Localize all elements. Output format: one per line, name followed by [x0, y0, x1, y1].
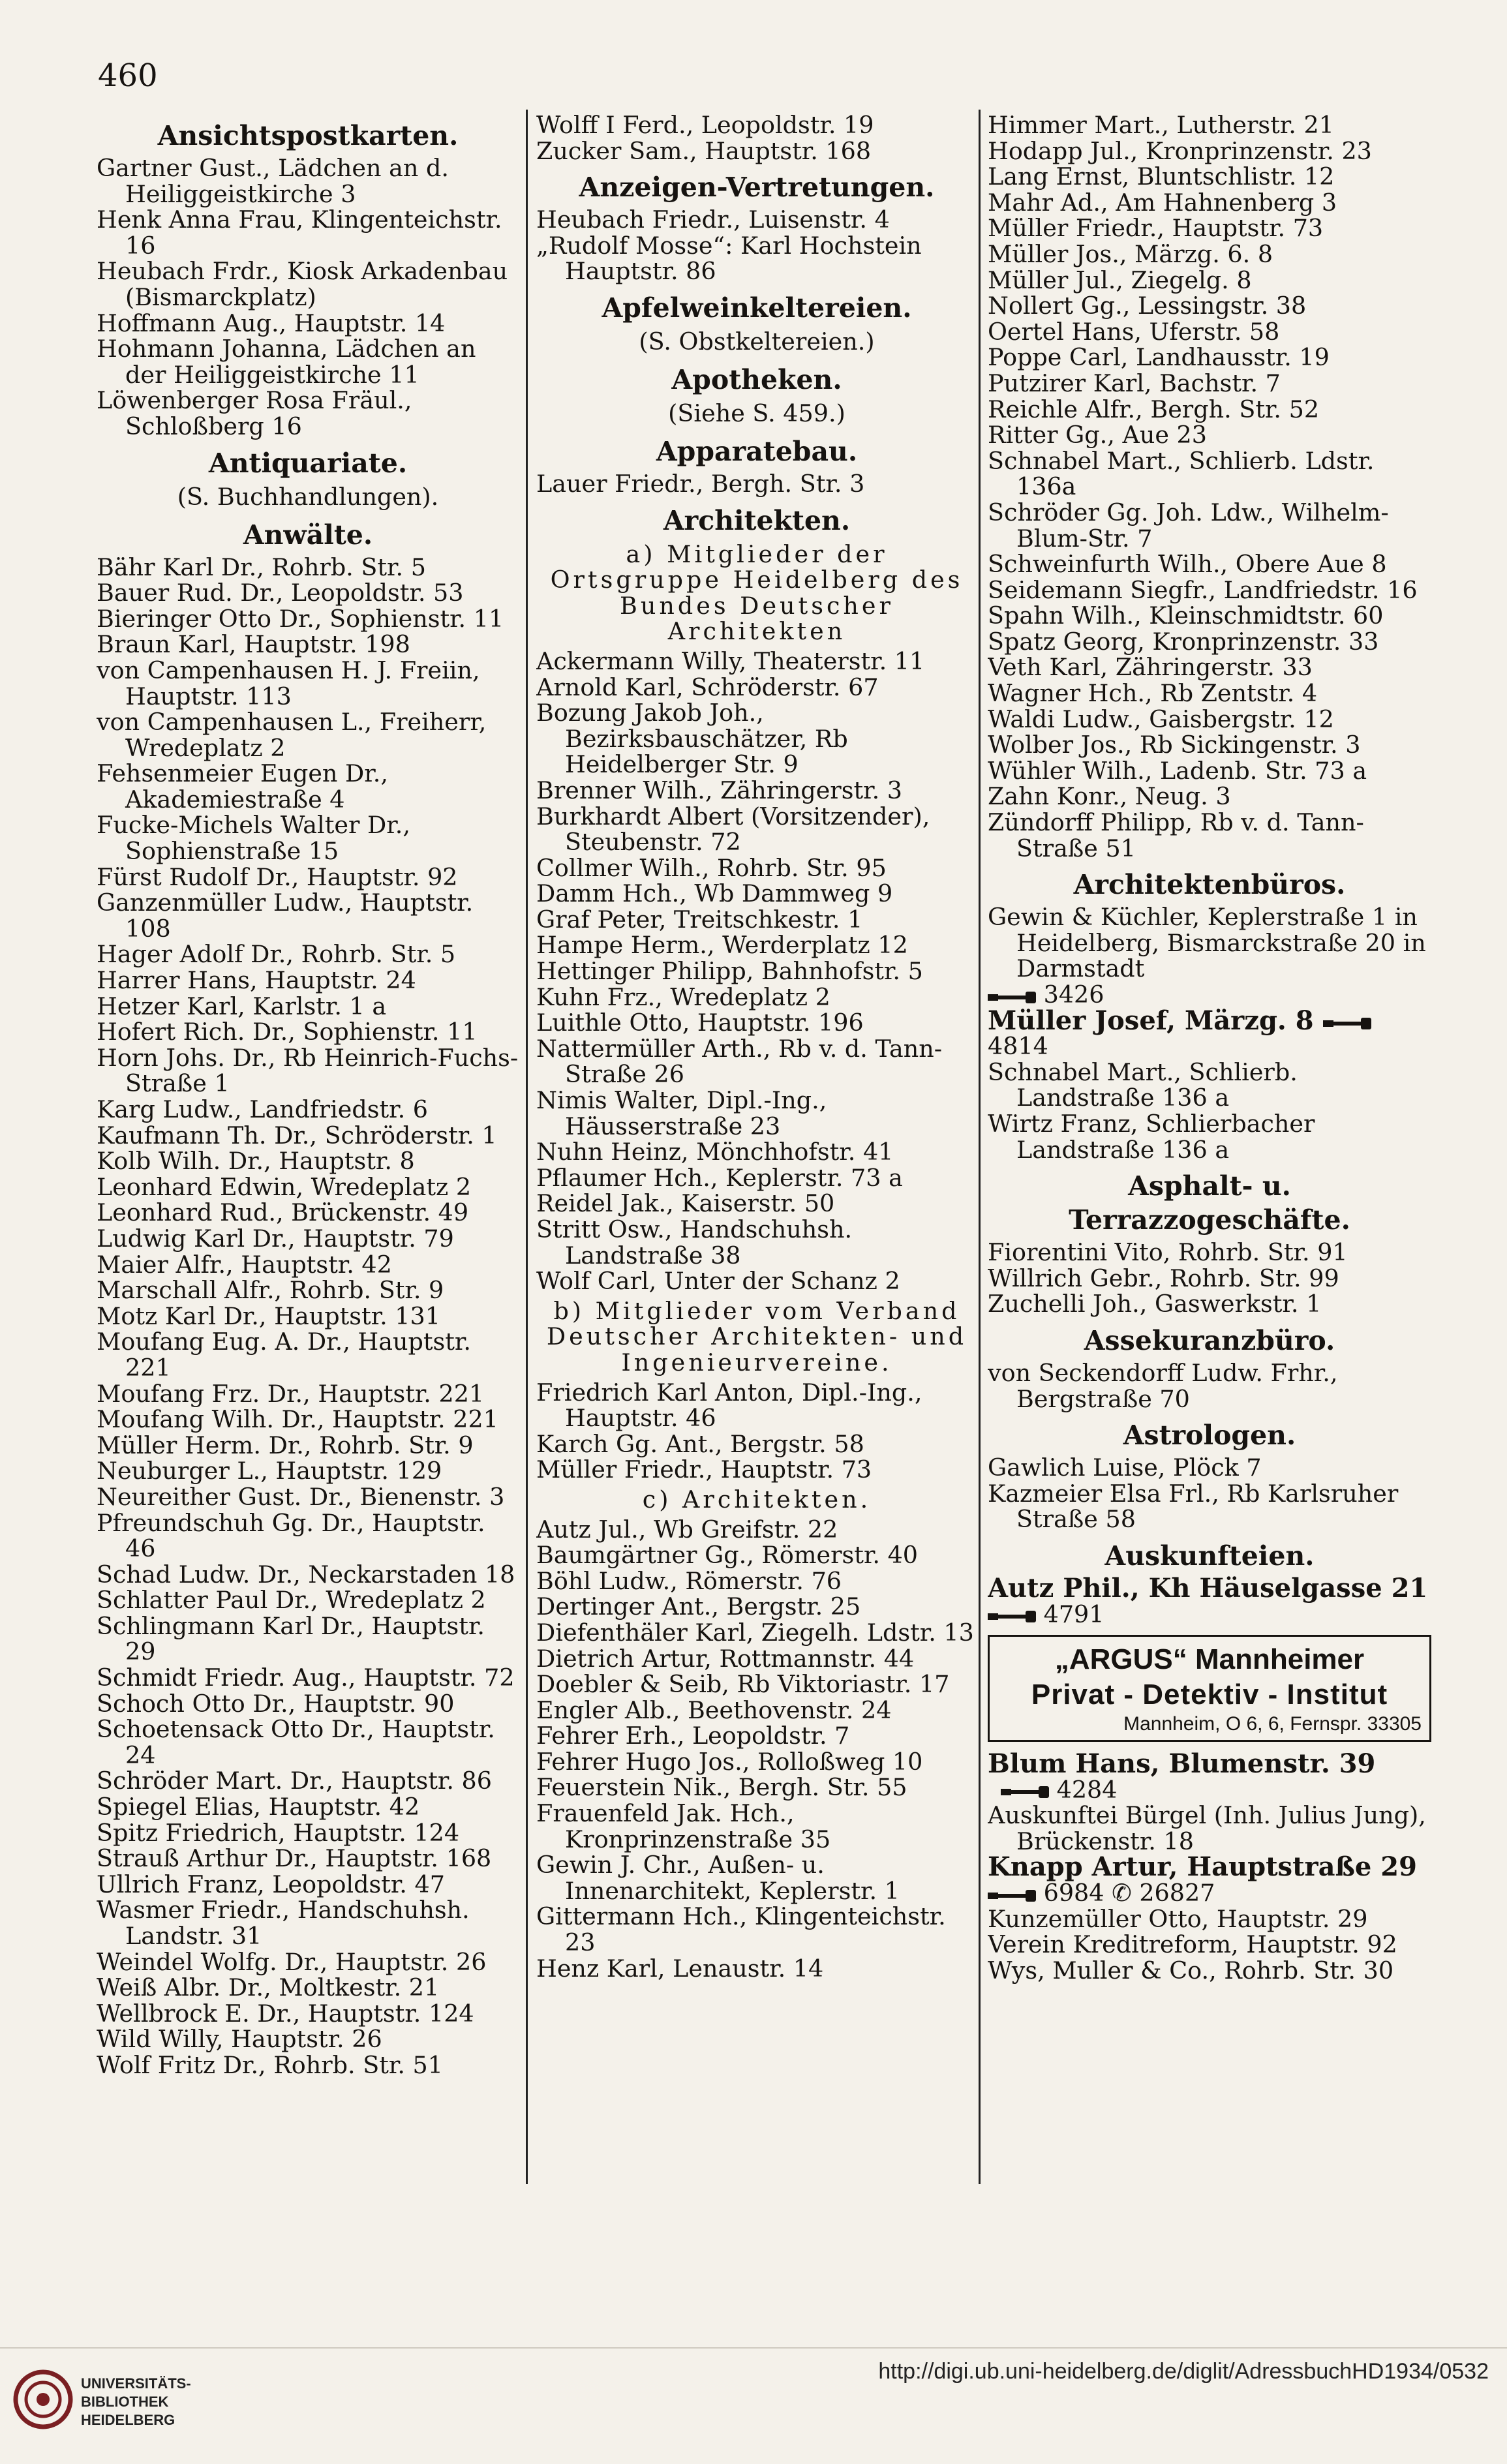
- phone-number: 4284: [1056, 1775, 1118, 1804]
- directory-entry: Diefenthäler Karl, Ziegelh. Ldstr. 13: [536, 1618, 974, 1647]
- directory-entry: Braun Karl, Hauptstr. 198: [97, 630, 410, 659]
- directory-entry: Bähr Karl Dr., Rohrb. Str. 5: [97, 553, 426, 581]
- directory-entry: Karch Gg. Ant., Bergstr. 58: [536, 1429, 864, 1458]
- directory-entry: Schoch Otto Dr., Hauptstr. 90: [97, 1689, 455, 1718]
- directory-column-1: [97, 112, 519, 2187]
- phone-number-2: 26827: [1139, 1879, 1215, 1908]
- directory-entry: Henk Anna Frau, Klingenteichstr. 16: [97, 205, 502, 260]
- directory-entry: Hofert Rich. Dr., Sophienstr. 11: [97, 1018, 478, 1046]
- directory-entry: Auskunftei Bürgel (Inh. Julius Jung), Brückenstr. 18: [988, 1801, 1426, 1855]
- argus-advertisement: [988, 1635, 1431, 1742]
- entries-group: [988, 112, 1431, 982]
- directory-entry: Marschall Alfr., Rohrb. Str. 9: [97, 1276, 444, 1305]
- entry-name: Blum Hans, Blumenstr. 39: [988, 1748, 1376, 1780]
- directory-entry: Wirtz Franz, Schlierbacher Landstraße 136 a: [988, 1109, 1315, 1164]
- directory-entry: Löwenberger Rosa Fräul., Schloßberg 16: [97, 386, 412, 440]
- directory-entry: Damm Hch., Wb Dammweg 9: [536, 879, 893, 908]
- directory-entry: Feuerstein Nik., Bergh. Str. 55: [536, 1773, 907, 1802]
- directory-entry: Gawlich Luise, Plöck 7: [988, 1453, 1262, 1482]
- directory-entry: von Campenhausen H. J. Freiin, Hauptstr. 113: [97, 656, 480, 710]
- directory-entry: Reidel Jak., Kaiserstr. 50: [536, 1189, 835, 1218]
- section-heading: Assekuranzbüro.: [1084, 1324, 1335, 1356]
- directory-entry: Heubach Frdr., Kiosk Arkadenbau (Bismarckplatz): [97, 257, 508, 311]
- directory-entry: Dietrich Artur, Rottmannstr. 44: [536, 1644, 915, 1673]
- directory-entry: Wagner Hch., Rb Zentstr. 4: [988, 679, 1318, 708]
- section-heading: Auskunfteien.: [1104, 1540, 1315, 1572]
- directory-entry-highlighted: [988, 1005, 1431, 1061]
- directory-entry: Burkhardt Albert (Vorsitzender), Steubenstr. 72: [536, 802, 930, 857]
- directory-entry: Gartner Gust., Lädchen an d. Heiliggeistkirche 3: [97, 154, 449, 208]
- section-heading: Astrologen.: [1123, 1420, 1296, 1452]
- directory-entry: Pflaumer Hch., Keplerstr. 73 a: [536, 1163, 903, 1192]
- section-heading: Antiquariate.: [208, 447, 408, 479]
- directory-entry: Fürst Rudolf Dr., Hauptstr. 92: [97, 862, 458, 891]
- logo-text-3: HEIDELBERG: [81, 2412, 175, 2428]
- directory-entry: Autz Jul., Wb Greifstr. 22: [536, 1515, 838, 1544]
- column-divider: [526, 110, 528, 2184]
- directory-entry: Ullrich Franz, Leopoldstr. 47: [97, 1870, 445, 1898]
- directory-entry: Seidemann Siegfr., Landfriedstr. 16: [988, 575, 1418, 604]
- section-heading: Anwälte.: [243, 519, 373, 551]
- entry-name: Autz Phil., Kh Häuselgasse 21: [988, 1572, 1428, 1604]
- directory-entry: Spitz Friedrich, Hauptstr. 124: [97, 1818, 460, 1847]
- directory-entry-highlighted: [988, 1851, 1431, 1908]
- directory-entry: Spiegel Elias, Hauptstr. 42: [97, 1793, 420, 1821]
- directory-entry: Ritter Gg., Aue 23: [988, 421, 1207, 449]
- directory-entry: „Rudolf Mosse“: Karl Hochstein Hauptstr. 86: [536, 231, 922, 286]
- directory-entry: Kazmeier Elsa Frl., Rb Karlsruher Straße 58: [988, 1479, 1399, 1534]
- entries-group: [988, 1802, 1431, 1854]
- directory-entry: Motz Karl Dr., Hauptstr. 131: [97, 1301, 440, 1330]
- subsection-heading: a) Mitglieder der Ortsgruppe Heidelberg des Bundes Deutscher Architekten: [550, 540, 964, 646]
- directory-entry: Reichle Alfr., Bergh. Str. 52: [988, 395, 1320, 423]
- argus-title: Privat - Detektiv - Institut: [1031, 1679, 1388, 1711]
- directory-entry: Hohmann Johanna, Lädchen an der Heiliggeistkirche 11: [97, 335, 476, 389]
- directory-entry: Wasmer Friedr., Handschuhsh. Landstr. 31: [97, 1896, 470, 1950]
- directory-entry: Wellbrock E. Dr., Hauptstr. 124: [97, 1999, 474, 2028]
- section-heading: Apotheken.: [671, 363, 842, 395]
- section-heading: Architekten.: [663, 504, 851, 536]
- directory-entry: Schröder Mart. Dr., Hauptstr. 86: [97, 1767, 492, 1795]
- directory-entry: Fehrer Hugo Jos., Rolloßweg 10: [536, 1747, 923, 1776]
- directory-entry: Zündorff Philipp, Rb v. d. Tann-Straße 51: [988, 808, 1364, 862]
- directory-entry: Weiß Albr. Dr., Moltkestr. 21: [97, 1973, 440, 2002]
- directory-entry: Wolf Fritz Dr., Rohrb. Str. 51: [97, 2050, 443, 2079]
- directory-entry: Arnold Karl, Schröderstr. 67: [536, 673, 879, 701]
- section-note: (Siehe S. 459.): [668, 399, 845, 427]
- directory-entry: Wys, Muller & Co., Rohrb. Str. 30: [988, 1956, 1394, 1985]
- directory-entry: Wolf Carl, Unter der Schanz 2: [536, 1267, 900, 1296]
- directory-entry: Hetzer Karl, Karlstr. 1 a: [97, 992, 387, 1020]
- directory-entry: Müller Herm. Dr., Rohrb. Str. 9: [97, 1431, 474, 1459]
- directory-entry: Moufang Wilh. Dr., Hauptstr. 221: [97, 1405, 498, 1434]
- directory-entry: Fiorentini Vito, Rohrb. Str. 91: [988, 1238, 1348, 1267]
- entry-name: Knapp Artur, Hauptstraße 29: [988, 1851, 1417, 1883]
- directory-entry: [988, 982, 1431, 1008]
- directory-entry: Müller Friedr., Hauptstr. 73: [536, 1455, 872, 1484]
- directory-entry: Hager Adolf Dr., Rohrb. Str. 5: [97, 940, 456, 969]
- directory-entry: Nimis Walter, Dipl.-Ing., Häusserstraße 23: [536, 1086, 827, 1140]
- directory-entry: Ackermann Willy, Theaterstr. 11: [536, 646, 925, 675]
- directory-entry: Wild Willy, Hauptstr. 26: [97, 2025, 382, 2054]
- directory-entry: Engler Alb., Beethovenstr. 24: [536, 1696, 892, 1724]
- directory-entry: Mahr Ad., Am Hahnenberg 3: [988, 188, 1337, 217]
- telephone-icon: [1001, 1785, 1049, 1798]
- entries-group: [988, 1906, 1431, 1984]
- directory-entry: Heubach Friedr., Luisenstr. 4: [536, 205, 890, 234]
- directory-entry: Zucker Sam., Hauptstr. 168: [536, 136, 872, 165]
- directory-entry: Wolber Jos., Rb Sickingenstr. 3: [988, 731, 1361, 759]
- directory-entry: Kuhn Frz., Wredeplatz 2: [536, 982, 830, 1011]
- directory-entry: Schlingmann Karl Dr., Hauptstr. 29: [97, 1611, 485, 1666]
- directory-entry: Fehsenmeier Eugen Dr., Akademiestraße 4: [97, 759, 388, 814]
- telegraph-icon: ✆: [1112, 1879, 1132, 1908]
- directory-entry: Moufang Eug. A. Dr., Hauptstr. 221: [97, 1328, 471, 1382]
- directory-entry-highlighted: [988, 1748, 1431, 1804]
- directory-entry: Fucke-Michels Walter Dr., Sophienstraße 15: [97, 811, 410, 866]
- directory-entry: Veth Karl, Zähringerstr. 33: [988, 653, 1313, 682]
- directory-entry: Himmer Mart., Lutherstr. 21: [988, 112, 1334, 139]
- directory-entry: Henz Karl, Lenaustr. 14: [536, 1954, 824, 1983]
- directory-entry: Hampe Herm., Werderplatz 12: [536, 931, 908, 960]
- directory-entry: Neureither Gust. Dr., Bienenstr. 3: [97, 1482, 505, 1511]
- section-heading: Ansichtspostkarten.: [157, 120, 459, 151]
- phone-number: 6984: [1043, 1879, 1104, 1908]
- argus-city: Mannheimer: [1195, 1643, 1365, 1676]
- telephone-icon: [988, 1609, 1036, 1622]
- directory-entry: Graf Peter, Treitschkestr. 1: [536, 905, 863, 934]
- directory-entry: Schad Ludw. Dr., Neckarstaden 18: [97, 1560, 515, 1589]
- directory-entry: Maier Alfr., Hauptstr. 42: [97, 1250, 392, 1279]
- directory-entry: Schoetensack Otto Dr., Hauptstr. 24: [97, 1715, 495, 1769]
- directory-entry: Schmidt Friedr. Aug., Hauptstr. 72: [97, 1664, 515, 1692]
- subsection-heading: b) Mitglieder vom Verband Deutscher Architekten- und Ingenieurvereine.: [546, 1296, 967, 1376]
- directory-entry: Luithle Otto, Hauptstr. 196: [536, 1009, 864, 1037]
- directory-entry: Kolb Wilh. Dr., Hauptstr. 8: [97, 1147, 415, 1176]
- directory-entry: Lauer Friedr., Bergh. Str. 3: [536, 469, 865, 498]
- directory-entry: Verein Kreditreform, Hauptstr. 92: [988, 1930, 1397, 1959]
- entries-group: [988, 1059, 1431, 1573]
- directory-entry: Waldi Ludw., Gaisbergstr. 12: [988, 705, 1334, 733]
- column-divider: [979, 110, 981, 2184]
- directory-entry: Lang Ernst, Bluntschlistr. 12: [988, 162, 1335, 191]
- directory-entry: Schnabel Mart., Schlierb. Landstraße 136 a: [988, 1057, 1298, 1112]
- telephone-icon: [988, 990, 1036, 1003]
- directory-entry: Schnabel Mart., Schlierb. Ldstr. 136a: [988, 446, 1375, 501]
- directory-entry: Wühler Wilh., Ladenb. Str. 73 a: [988, 756, 1367, 785]
- page-number: 460: [98, 57, 158, 94]
- section-heading: Architektenbüros.: [1073, 869, 1346, 901]
- directory-entry: Zahn Konr., Neug. 3: [988, 782, 1231, 811]
- directory-entry: Doebler & Seib, Rb Viktoriastr. 17: [536, 1670, 950, 1699]
- directory-entry: Oertel Hans, Uferstr. 58: [988, 317, 1280, 346]
- logo-text-2: BIBLIOTHEK: [81, 2394, 169, 2410]
- directory-entry: Horn Johs. Dr., Rb Heinrich-Fuchs-Straße 1: [97, 1043, 519, 1098]
- directory-entry: Kunzemüller Otto, Hauptstr. 29: [988, 1904, 1368, 1933]
- phone-number: 4814: [988, 1032, 1048, 1061]
- directory-entry: Pfreundschuh Gg. Dr., Hauptstr. 46: [97, 1508, 485, 1563]
- directory-entry: Brenner Wilh., Zähringerstr. 3: [536, 776, 903, 804]
- directory-entry: Hettinger Philipp, Bahnhofstr. 5: [536, 957, 923, 986]
- directory-entry: Ludwig Karl Dr., Hauptstr. 79: [97, 1224, 454, 1253]
- directory-entry: Fehrer Erh., Leopoldstr. 7: [536, 1722, 850, 1750]
- logo-text-1: UNIVERSITÄTS-: [81, 2375, 191, 2392]
- directory-entry: Leonhard Edwin, Wredeplatz 2: [97, 1172, 472, 1201]
- directory-entry: Weindel Wolfg. Dr., Hauptstr. 26: [97, 1947, 487, 1976]
- directory-entry: Neuburger L., Hauptstr. 129: [97, 1457, 442, 1485]
- directory-entry: Willrich Gebr., Rohrb. Str. 99: [988, 1264, 1339, 1292]
- library-seal-icon: [13, 2369, 73, 2429]
- directory-entry: Poppe Carl, Landhausstr. 19: [988, 343, 1330, 372]
- directory-entry: Wolff I Ferd., Leopoldstr. 19: [536, 112, 874, 139]
- directory-entry: Kaufmann Th. Dr., Schröderstr. 1: [97, 1121, 497, 1149]
- directory-entry: Stritt Osw., Handschuhsh. Landstraße 38: [536, 1215, 853, 1270]
- phone-number: 3426: [1043, 981, 1104, 1009]
- directory-entry: Moufang Frz. Dr., Hauptstr. 221: [97, 1379, 485, 1408]
- footer-divider: [0, 2347, 1507, 2349]
- directory-entry: von Campenhausen L., Freiherr, Wredeplatz 2: [97, 708, 487, 762]
- directory-entry: Gewin & Küchler, Keplerstraße 1 in Heidelberg, Bismarckstraße 20 in Darmstadt: [988, 903, 1426, 983]
- directory-entry: Gewin J. Chr., Außen- u. Innenarchitekt, Keplerstr. 1: [536, 1851, 900, 1905]
- directory-entry: von Seckendorff Ludw. Frhr., Bergstraße 70: [988, 1358, 1338, 1413]
- section-heading: Apfelweinkeltereien.: [601, 292, 912, 324]
- directory-entry: Friedrich Karl Anton, Dipl.-Ing., Hauptstr. 46: [536, 1378, 922, 1433]
- directory-entry: Nuhn Heinz, Mönchhofstr. 41: [536, 1138, 894, 1166]
- directory-entry-highlighted: [988, 1572, 1431, 1628]
- directory-entry: Harrer Hans, Hauptstr. 24: [97, 966, 416, 995]
- directory-entry: Strauß Arthur Dr., Hauptstr. 168: [97, 1844, 492, 1873]
- library-logo: [13, 2358, 209, 2456]
- section-heading: Apparatebau.: [656, 435, 858, 467]
- directory-entry: Hodapp Jul., Kronprinzenstr. 23: [988, 136, 1372, 165]
- directory-entry: Böhl Ludw., Römerstr. 76: [536, 1566, 842, 1595]
- telephone-icon: [988, 1889, 1036, 1902]
- directory-column-3: [988, 112, 1431, 2187]
- directory-column-2: [536, 112, 977, 2187]
- directory-entry: Nattermüller Arth., Rb v. d. Tann-Straße 26: [536, 1034, 943, 1089]
- directory-entry: Collmer Wilh., Rohrb. Str. 95: [536, 853, 887, 882]
- directory-entry: Gittermann Hch., Klingenteichstr. 23: [536, 1902, 946, 1957]
- directory-entry: Müller Jul., Ziegelg. 8: [988, 266, 1252, 294]
- subsection-heading: c) Architekten.: [642, 1485, 872, 1513]
- directory-entry: Karg Ludw., Landfriedstr. 6: [97, 1095, 429, 1123]
- directory-entry: Schweinfurth Wilh., Obere Aue 8: [988, 550, 1387, 579]
- argus-brand: „ARGUS“: [1054, 1643, 1187, 1676]
- section-heading: Asphalt- u. Terrazzogeschäfte.: [1069, 1170, 1350, 1236]
- telephone-icon: [1323, 1016, 1371, 1029]
- source-url[interactable]: http://digi.ub.uni-heidelberg.de/diglit/AdressbuchHD1934/0532: [878, 2359, 1489, 2384]
- directory-entry: Bieringer Otto Dr., Sophienstr. 11: [97, 604, 504, 633]
- directory-entry: Zuchelli Joh., Gaswerkstr. 1: [988, 1290, 1322, 1318]
- directory-entry: Nollert Gg., Lessingstr. 38: [988, 292, 1307, 320]
- directory-entry: Bauer Rud. Dr., Leopoldstr. 53: [97, 579, 464, 607]
- phone-number: 4791: [1043, 1600, 1104, 1628]
- directory-entry: Spatz Georg, Kronprinzenstr. 33: [988, 627, 1379, 656]
- section-note: (S. Obstkeltereien.): [639, 327, 875, 356]
- section-heading: Anzeigen-Vertretungen.: [579, 172, 935, 204]
- entry-name: Müller Josef, Märzg. 8: [988, 1005, 1314, 1036]
- directory-entry: Schlatter Paul Dr., Wredeplatz 2: [97, 1586, 486, 1615]
- directory-entry: Frauenfeld Jak. Hch., Kronprinzenstraße 35: [536, 1799, 831, 1853]
- directory-entry: Ganzenmüller Ludw., Hauptstr. 108: [97, 889, 474, 943]
- directory-entry: Müller Jos., Märzg. 6. 8: [988, 239, 1273, 268]
- directory-entry: Bozung Jakob Joh., Bezirksbauschätzer, Rb Heidelberger Str. 9: [536, 699, 848, 779]
- directory-entry: Dertinger Ant., Bergstr. 25: [536, 1592, 861, 1621]
- directory-entry: Leonhard Rud., Brückenstr. 49: [97, 1198, 469, 1227]
- directory-entry: Putzirer Karl, Bachstr. 7: [988, 369, 1281, 397]
- directory-entry: Spahn Wilh., Kleinschmidtstr. 60: [988, 601, 1384, 630]
- directory-entry: Schröder Gg. Joh. Ldw., Wilhelm-Blum-Str. 7: [988, 498, 1389, 553]
- section-note: (S. Buchhandlungen).: [177, 482, 439, 511]
- directory-entry: Müller Friedr., Hauptstr. 73: [988, 214, 1324, 243]
- directory-entry: Hoffmann Aug., Hauptstr. 14: [97, 309, 446, 337]
- directory-entry: Baumgärtner Gg., Römerstr. 40: [536, 1541, 919, 1570]
- argus-address: Mannheim, O 6, 6, Fernspr. 33305: [1123, 1713, 1422, 1735]
